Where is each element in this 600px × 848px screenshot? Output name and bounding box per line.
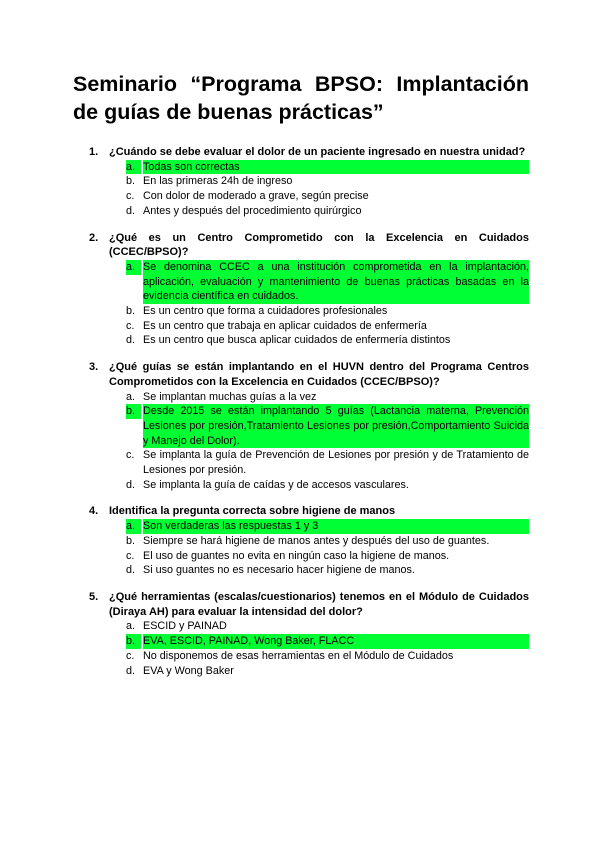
- question-text: ¿Qué herramientas (escalas/cuestionarios) tenemos en el Módulo de Cuidados (Diraya AH) para evaluar la intensidad del dolor?: [109, 590, 529, 618]
- option-letter: a.: [126, 160, 141, 175]
- correct-answer-option: [93, 519, 529, 534]
- correct-answer-option: [93, 160, 529, 175]
- answer-option: [93, 448, 529, 477]
- question-text: Identifica la pregunta correcta sobre higiene de manos: [109, 505, 396, 518]
- question-item: [89, 231, 529, 349]
- option-text: No disponemos de esas herramientas en el Módulo de Cuidados: [143, 649, 454, 662]
- question-number: 2.: [89, 231, 99, 244]
- answer-options: [93, 390, 529, 493]
- answer-option: [93, 333, 529, 348]
- option-letter: d.: [126, 664, 136, 677]
- question-item: [89, 590, 529, 678]
- answer-option: [93, 478, 529, 493]
- option-text: Siempre se hará higiene de manos antes y después del uso de guantes.: [143, 534, 490, 547]
- question-text: ¿Qué es un Centro Comprometido con la Excelencia en Cuidados (CCEC/BPSO)?: [109, 231, 529, 259]
- question-list: [89, 145, 529, 690]
- answer-option: [93, 319, 529, 334]
- answer-option: [93, 174, 529, 189]
- option-letter: a.: [126, 519, 141, 534]
- question-text: ¿Cuándo se debe evaluar el dolor de un paciente ingresado en nuestra unidad?: [109, 146, 526, 158]
- question-item: [89, 145, 529, 219]
- answer-option: [93, 204, 529, 219]
- question-number: 5.: [89, 590, 99, 603]
- question-number: 4.: [89, 505, 99, 518]
- option-text: Desde 2015 se están implantando 5 guías (Lactancia materna, Prevención Lesiones por presión,Tratamiento Lesiones por presión,Comportamiento Suicida y Manejo del Dolor).: [143, 405, 529, 447]
- option-text: Se implanta la guía de Prevención de Lesiones por presión y de Tratamiento de Lesiones por presión.: [143, 449, 529, 477]
- option-letter: a.: [126, 390, 136, 403]
- option-text: Son verdaderas las respuestas 1 y 3: [143, 519, 529, 534]
- option-letter: c.: [126, 549, 135, 562]
- answer-option: [93, 390, 529, 405]
- option-letter: b.: [126, 404, 141, 419]
- correct-answer-option: [93, 260, 529, 304]
- answer-option: [93, 549, 529, 564]
- option-text: EVA y Wong Baker: [143, 664, 234, 677]
- option-text: Es un centro que trabaja en aplicar cuidados de enfermería: [143, 319, 427, 332]
- option-letter: c.: [126, 190, 135, 203]
- option-text: Se implanta la guía de caídas y de accesos vasculares.: [143, 478, 409, 491]
- option-text: El uso de guantes no evita en ningún caso la higiene de manos.: [143, 549, 450, 562]
- option-text: Antes y después del procedimiento quirúrgico: [143, 204, 362, 217]
- option-text: Con dolor de moderado a grave, según precise: [143, 190, 369, 203]
- answer-option: [93, 649, 529, 664]
- answer-option: [93, 534, 529, 549]
- answer-options: [93, 619, 529, 678]
- answer-option: [93, 304, 529, 319]
- answer-options: [93, 160, 529, 219]
- document-title: Seminario “Programa BPSO: Implantación de guías de buenas prácticas”: [73, 72, 529, 124]
- option-letter: d.: [126, 478, 136, 491]
- question-item: [89, 504, 529, 578]
- question-number: 3.: [89, 361, 99, 374]
- option-letter: a.: [126, 260, 141, 275]
- option-letter: b.: [126, 534, 136, 547]
- question-number: 1.: [89, 146, 99, 158]
- answer-option: [93, 619, 529, 634]
- option-text: Es un centro que forma a cuidadores profesionales: [143, 305, 388, 318]
- option-letter: c.: [126, 449, 135, 462]
- option-letter: a.: [126, 620, 136, 633]
- option-text: Se denomina CCEC a una institución comprometida en la implantación, aplicación, evaluación y mantenimiento de buenas prácticas basadas en la evidencia científica en cuidados.: [143, 260, 529, 303]
- answer-options: [93, 260, 529, 348]
- question-text: ¿Qué guías se están implantando en el HUVN dentro del Programa Centros Comprometidos con la Excelencia en Cuidados (CCEC/BPSO)?: [109, 361, 529, 388]
- option-text: En las primeras 24h de ingreso: [143, 175, 293, 188]
- option-letter: d.: [126, 564, 136, 577]
- correct-answer-option: [93, 404, 529, 448]
- option-letter: c.: [126, 319, 135, 332]
- option-text: ESCID y PAINAD: [143, 620, 227, 633]
- option-text: Es un centro que busca aplicar cuidados de enfermería distintos: [143, 334, 451, 347]
- option-letter: d.: [126, 334, 136, 347]
- option-text: EVA, ESCID, PAINAD, Wong Baker, FLACC: [143, 634, 529, 649]
- answer-option: [93, 189, 529, 204]
- option-text: Todas son correctas: [143, 160, 529, 175]
- option-letter: b.: [126, 305, 136, 318]
- option-letter: b.: [126, 175, 136, 188]
- answer-option: [93, 664, 529, 679]
- option-text: Se implantan muchas guías a la vez: [143, 390, 317, 403]
- option-letter: c.: [126, 649, 135, 662]
- correct-answer-option: [93, 634, 529, 649]
- option-text: Si uso guantes no es necesario hacer higiene de manos.: [143, 564, 415, 577]
- option-letter: b.: [126, 634, 141, 649]
- answer-option: [93, 563, 529, 578]
- answer-options: [93, 519, 529, 578]
- option-letter: d.: [126, 204, 136, 217]
- question-item: [89, 360, 529, 492]
